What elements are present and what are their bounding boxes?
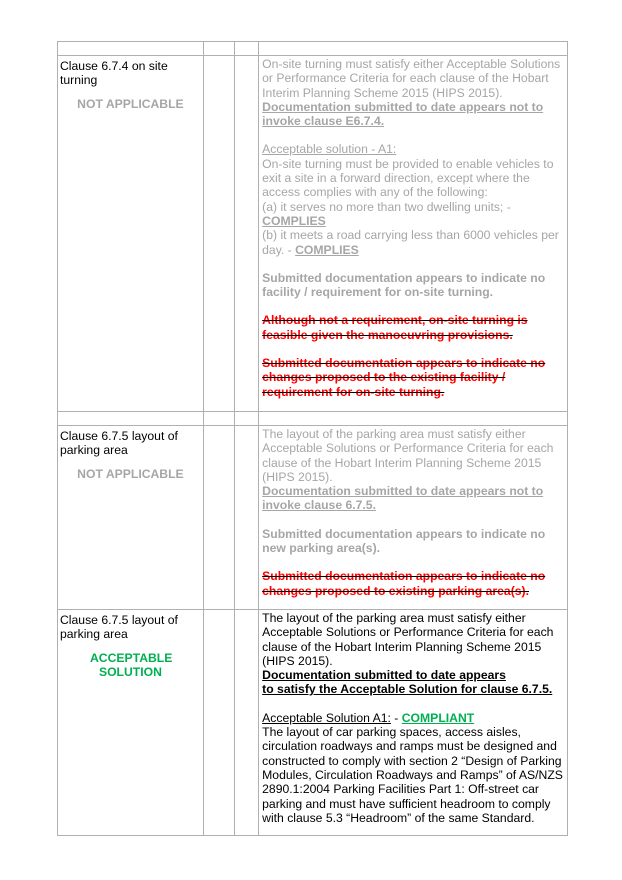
criterion-b: (b) it meets a road carrying less than 6000 vehicles per day. - COMPLIES [262,228,559,257]
status-label: NOT APPLICABLE [77,96,184,111]
acceptable-solution-line: Acceptable Solution A1: - COMPLIANT [262,710,475,725]
clause-title: Clause 6.7.5 layout of parking area [60,613,178,642]
criterion-b-result: COMPLIES [295,242,359,257]
clause-cell [58,426,204,610]
struck-note: Although not a requirement, on-site turning is feasible given the manoeuvring provisions. [262,313,528,342]
documentation-note: Documentation submitted to date appears [262,668,506,683]
assessment-cell [259,610,568,836]
assessment-table [57,41,568,836]
clause-row-6-7-5-na [58,426,568,610]
empty-cell [235,56,259,412]
clause-title: Clause 6.7.5 layout of parking area [60,429,178,458]
criterion-a-result: COMPLIES [262,213,326,228]
criterion-a: (a) it serves no more than two dwelling units; - COMPLIES [262,199,511,228]
empty-cell [203,610,234,836]
status-label: ACCEPTABLE SOLUTION [90,650,173,679]
documentation-note: Documentation submitted to date appears not to invoke clause E6.7.4. [262,99,544,129]
empty-cell [235,610,259,836]
submitted-note: Submitted documentation appears to indicate no new parking area(s). [262,526,546,556]
clause-row-6-7-5-as [58,610,568,836]
spacer-row [58,42,568,56]
intro-text: On-site turning must satisfy either Acceptable Solutions or Performance Criteria for each clause of the Hobart Interim Planning Scheme 2015 (HIPS 2015). [262,57,561,100]
acceptable-solution-text: The layout of car parking spaces, access aisles, circulation roadways and ramps must be designed and constructed to comply with section 2 “Design of Parking Modules, Circulation Roadways and Ramps” of AS/NZS 2890.1:2004 Parking Facilities Part 1: Off-street car parking and must have sufficient headroom to comply with clause 5.3 “Headroom” of the same Standard. [262,725,563,825]
status-label: NOT APPLICABLE [77,466,184,481]
spacer-row [58,412,568,426]
acceptable-solution-text: On-site turning must be provided to enable vehicles to exit a site in a forward direction, except where the access complies with any of the following: [262,156,554,200]
clause-cell [58,610,204,836]
documentation-note: Documentation submitted to date appears not to invoke clause 6.7.5. [262,484,544,513]
intro-text: The layout of the parking area must satisfy either Acceptable Solutions or Performance Criteria for each clause of the Hobart Interim Planning Scheme 2015 (HIPS 2015). [262,611,554,668]
acceptable-solution-heading: Acceptable solution - A1: [262,142,397,157]
clause-title: Clause 6.7.4 on site turning [60,59,168,88]
acceptable-solution-heading: Acceptable Solution A1: [262,710,391,725]
empty-cell [235,426,259,610]
struck-note: Submitted documentation appears to indicate no changes proposed to the existing facility / requirement for on-site turning. [262,356,546,399]
assessment-cell [259,426,568,610]
intro-text: The layout of the parking area must satisfy either Acceptable Solutions or Performance Criteria for each clause of the Hobart Interim Planning Scheme 2015 (HIPS 2015). [262,427,554,484]
documentation-note: to satisfy the Acceptable Solution for clause 6.7.5. [262,682,553,697]
struck-note: Submitted documentation appears to indicate no changes proposed to existing parking area(s). [262,569,546,598]
submitted-note: Submitted documentation appears to indicate no facility / requirement for on-site turning. [262,270,546,300]
assessment-cell [259,56,568,412]
clause-row-6-7-4 [58,56,568,412]
empty-cell [203,426,234,610]
clause-cell [58,56,204,412]
compliance-result: COMPLIANT [401,710,475,725]
empty-cell [203,56,234,412]
